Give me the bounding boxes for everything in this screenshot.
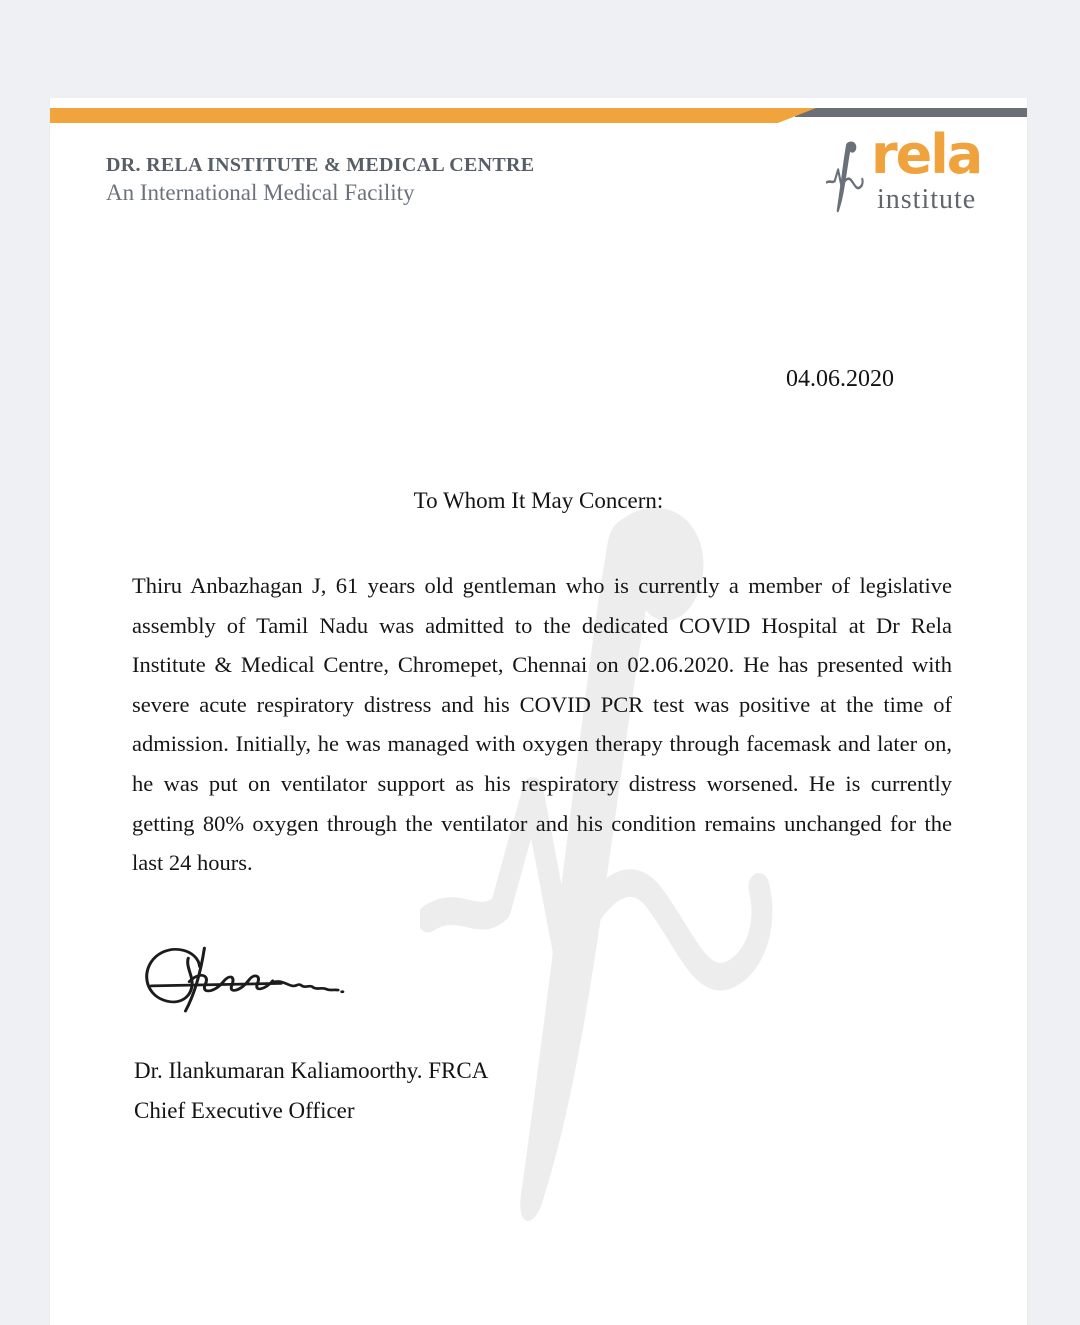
organization-name: DR. RELA INSTITUTE & MEDICAL CENTRE [106,154,535,176]
body-line: last 24 hours. [132,850,253,876]
signatory-name: Dr. Ilankumaran Kaliamoorthy. FRCA [134,1058,489,1083]
header-band-orange [50,108,816,123]
body-line: admission. Initially, he was managed with oxygen therapy through facemask and later on, [132,731,952,757]
body-line: assembly of Tamil Nadu was admitted to the dedicated COVID Hospital at Dr Rela [132,612,952,638]
header-band-gray [795,108,1027,117]
body-line: getting 80% oxygen through the ventilator and his condition remains unchanged for the [132,810,952,836]
body-line: he was put on ventilator support as his respiratory distress worsened. He is currently [132,770,952,796]
logo-subtext: institute [877,184,977,215]
letter-date: 04.06.2020 [786,366,894,392]
handwritten-signature [139,938,357,1022]
signatory-title: Chief Executive Officer [134,1097,355,1123]
logo-wordmark: rela [871,123,982,186]
letter-body [132,566,952,883]
salutation: To Whom It May Concern: [413,488,664,513]
organization-tagline: An International Medical Facility [106,180,415,205]
body-line: Institute & Medical Centre, Chromepet, Chennai on 02.06.2020. He has presented with [132,652,952,678]
rela-logo-mark-icon [826,140,864,214]
signatory-block [134,1051,488,1130]
letter-page [49,98,1028,1325]
body-line: Thiru Anbazhagan J, 61 years old gentleman who is currently a member of legislative [132,573,952,598]
body-line: severe acute respiratory distress and his COVID PCR test was positive at the time of [132,691,952,717]
